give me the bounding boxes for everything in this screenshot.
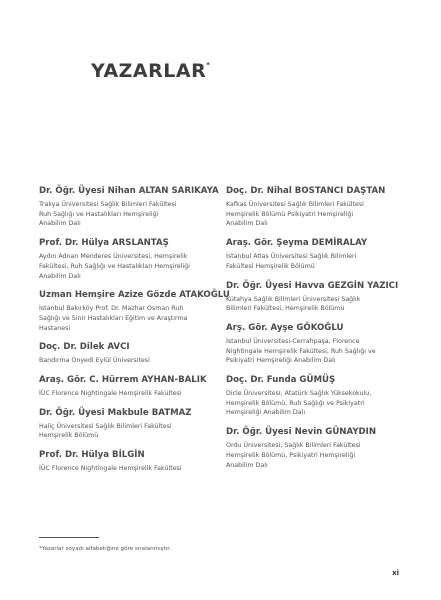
- author-affiliation: Bandırma Onyedi Eylül Üniversitesi: [39, 357, 150, 365]
- author-name: Dr. Öğr. Üyesi Havva GEZGİN YAZICI: [226, 280, 399, 291]
- author-name: Araş. Gör. C. Hürrem AYHAN-BALIK: [39, 375, 207, 386]
- author-affiliation: Dicle Üniversitesi, Atatürk Sağlık Yüksekokulu, Hemşirelik Bölümü, Ruh Sağlığı ve Psikiyatri Hemşireliği Anabilim Dalı: [226, 390, 372, 417]
- author-affiliation: İstanbul Atlas Üniversitesi Sağlık Bilimleri Fakültesi Hemşirelik Bölümü: [226, 253, 357, 270]
- author-affiliation: Aydın Adnan Menderes Üniversitesi, Hemşirelik Fakültesi, Ruh Sağlığı ve Hastalıkları Hemşireliği Anabilim Dalı: [39, 253, 190, 280]
- page-number: xi: [392, 569, 399, 577]
- author-entry: [39, 408, 229, 441]
- authors-column-right: [226, 186, 416, 479]
- author-entry: [226, 186, 416, 229]
- authors-column-left: [39, 186, 229, 483]
- author-affiliation: İÜC Florence Nightingale Hemşirelik Fakültesi: [39, 390, 182, 398]
- title-footnote-mark: *: [206, 61, 211, 69]
- author-name: Araş. Gör. Şeyma DEMİRALAY: [226, 238, 368, 249]
- author-entry: [39, 290, 229, 333]
- author-entry: [39, 238, 229, 281]
- page-title: YAZARLAR*: [91, 60, 211, 82]
- author-affiliation: İstanbul Bakırköy Prof. Dr. Mazhar Osman Ruh Sağlığı ve Sinir Hastalıkları Eğitim ve Araştırma Hastanesi: [39, 305, 188, 332]
- author-name: Doç. Dr. Nihal BOSTANCI DAŞTAN: [226, 186, 386, 196]
- author-entry: [39, 342, 229, 366]
- footnote-divider: [39, 537, 99, 538]
- author-name: Doç. Dr. Funda GÜMÜŞ: [226, 375, 336, 386]
- author-entry: [226, 281, 416, 314]
- author-name: Prof. Dr. Hülya BİLGİN: [39, 450, 145, 461]
- author-entry: [226, 427, 416, 470]
- author-name: Doç. Dr. Dilek AVCI: [39, 342, 130, 353]
- author-name: Arş. Gör. Ayşe GÖKOĞLU: [226, 322, 344, 333]
- author-entry: [39, 450, 229, 474]
- author-affiliation: Haliç Üniversitesi Sağlık Bilimleri Fakültesi Hemşirelik Bölümü: [39, 422, 172, 440]
- author-affiliation: İÜC Florence Nightingale Hemşirelik Fakültesi: [39, 465, 182, 473]
- author-entry: [39, 186, 229, 229]
- author-affiliation: Ordu Üniversitesi, Sağlık Bilimleri Fakültesi Hemşirelik Bölümü, Psikiyatri Hemşireliği Anabilim Dalı: [226, 442, 361, 469]
- author-name: Dr. Öğr. Üyesi Nihan ALTAN SARIKAYA: [39, 186, 219, 196]
- author-name: Prof. Dr. Hülya ARSLANTAŞ: [39, 238, 169, 249]
- author-name: Dr. Öğr. Üyesi Nevin GÜNAYDIN: [226, 427, 377, 438]
- author-affiliation: İstanbul Üniversitesi-Cerrahpaşa, Florence Nightingale Hemşirelik Fakültesi, Ruh Sağlığı ve Psikiyatri Hemşireliği Anabilim Dalı: [226, 337, 376, 365]
- author-affiliation: Kütahya Sağlık Bilimleri Üniversitesi Sağlık Bilimleri Fakültesi, Hemşirelik Bölümü: [226, 295, 361, 313]
- author-name: Dr. Öğr. Üyesi Makbule BATMAZ: [39, 407, 192, 418]
- author-entry: [226, 323, 416, 366]
- author-entry: [226, 238, 416, 271]
- footnote: *Yazarlar soyadı alfabetiğine göre sıralanmıştır.: [39, 546, 171, 552]
- author-name: Uzman Hemşire Azize Gözde ATAKOĞLU: [39, 290, 230, 301]
- author-affiliation: Kafkas Üniversitesi Sağlık Bilimleri Fakültesi Hemşirelik Bölümü Psikiyatri Hemşireliği Anabilim Dalı: [226, 201, 364, 228]
- author-entry: [226, 375, 416, 418]
- author-entry: [39, 375, 229, 399]
- author-affiliation: Trakya Üniversitesi Sağlık Bilimleri Fakültesi Ruh Sağlığı ve Hastalıkları Hemşireliği Anabilim Dalı: [39, 201, 177, 228]
